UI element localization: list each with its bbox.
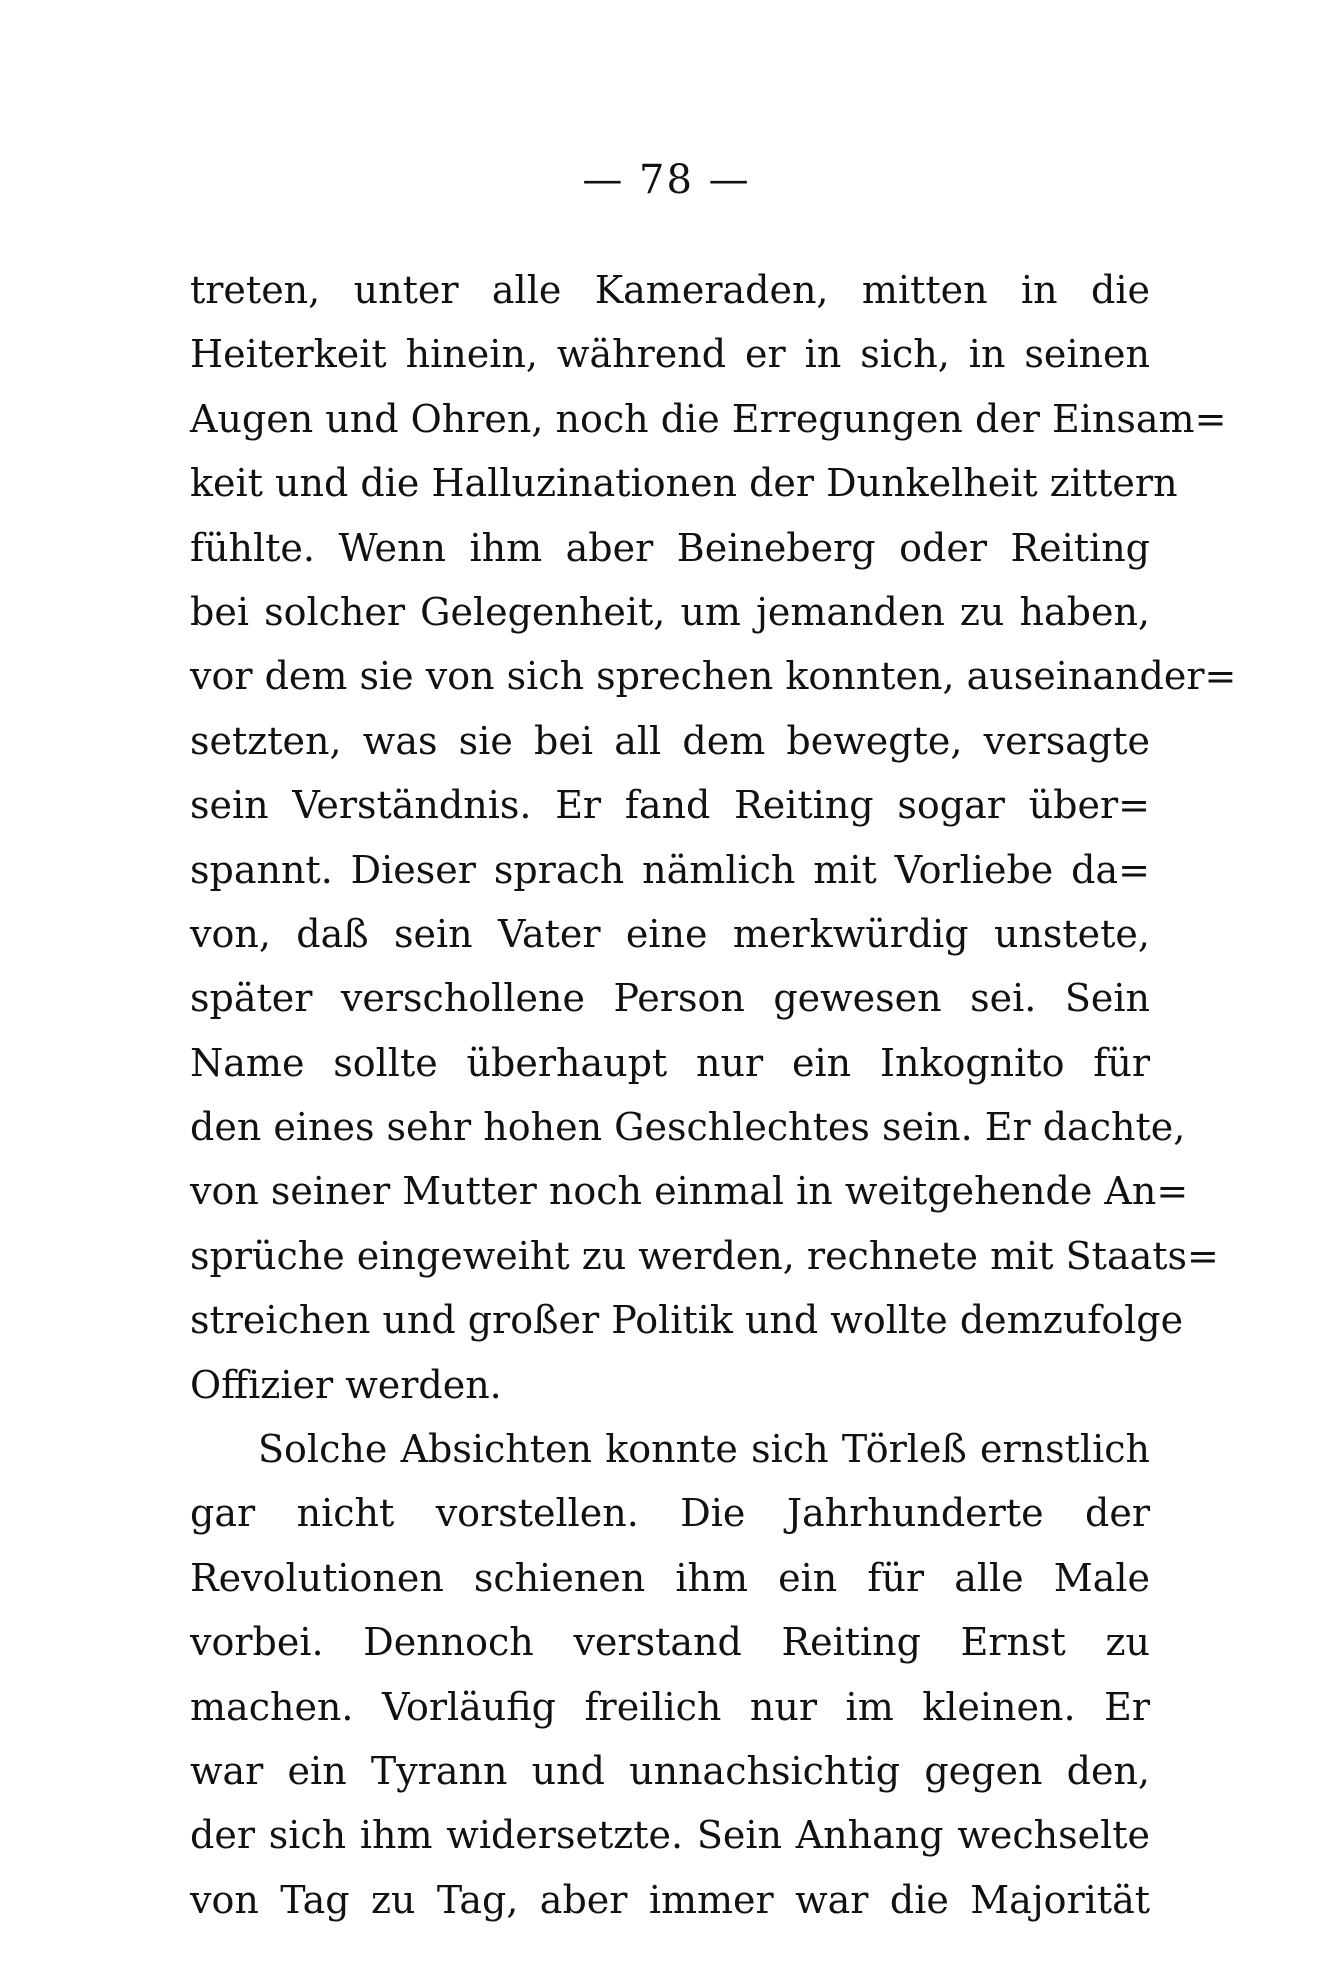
text-line: streichen und großer Politik und wollte demzufolge [190,1298,1184,1343]
text-line: von seiner Mutter noch einmal in weitgehende An= [190,1169,1189,1214]
paragraph-start-line: Solche Absichten konnte sich Törleß ernstlich [258,1427,1150,1472]
text-line: der sich ihm widersetzte. Sein Anhang wechselte [190,1813,1150,1858]
text-line: Name sollte überhaupt nur ein Inkognito für [190,1040,1150,1085]
text-line: von, daß sein Vater eine merkwürdig unstete, [190,911,1150,956]
text-line: gar nicht vorstellen. Die Jahrhunderte der [190,1491,1150,1536]
text-line: Heiterkeit hinein, während er in sich, in seinen [190,332,1150,377]
text-line: sein Verständnis. Er fand Reiting sogar über= [190,783,1150,828]
text-line: bei solcher Gelegenheit, um jemanden zu haben, [190,589,1150,634]
text-line: später verschollene Person gewesen sei. Sein [190,976,1150,1021]
text-line: Augen und Ohren, noch die Erregungen der Einsam= [190,396,1227,441]
text-line: Revolutionen schienen ihm ein für alle Male [190,1555,1150,1600]
text-line: war ein Tyrann und unnachsichtig gegen den, [190,1748,1150,1793]
body-text [190,258,1237,1932]
text-line: sprüche eingeweiht zu werden, rechnete mit Staats= [190,1233,1219,1278]
text-line: fühlte. Wenn ihm aber Beineberg oder Reiting [190,525,1150,570]
text-line: treten, unter alle Kameraden, mitten in die [190,268,1150,312]
text-line: vor dem sie von sich sprechen konnten, auseinander= [190,654,1237,699]
text-line: von Tag zu Tag, aber immer war die Majorität [190,1877,1150,1922]
page-number: — 78 — [582,157,751,203]
text-line: keit und die Halluzinationen der Dunkelheit zittern [190,461,1178,506]
text-line: spannt. Dieser sprach nämlich mit Vorliebe da= [190,847,1150,892]
text-line: machen. Vorläufig freilich nur im kleinen. Er [190,1684,1150,1729]
paragraph-end-line: Offizier werden. [190,1362,502,1407]
text-line: den eines sehr hohen Geschlechtes sein. Er dachte, [190,1105,1186,1150]
text-line: setzten, was sie bei all dem bewegte, versagte [190,718,1150,763]
text-line: vorbei. Dennoch verstand Reiting Ernst zu [190,1620,1150,1665]
